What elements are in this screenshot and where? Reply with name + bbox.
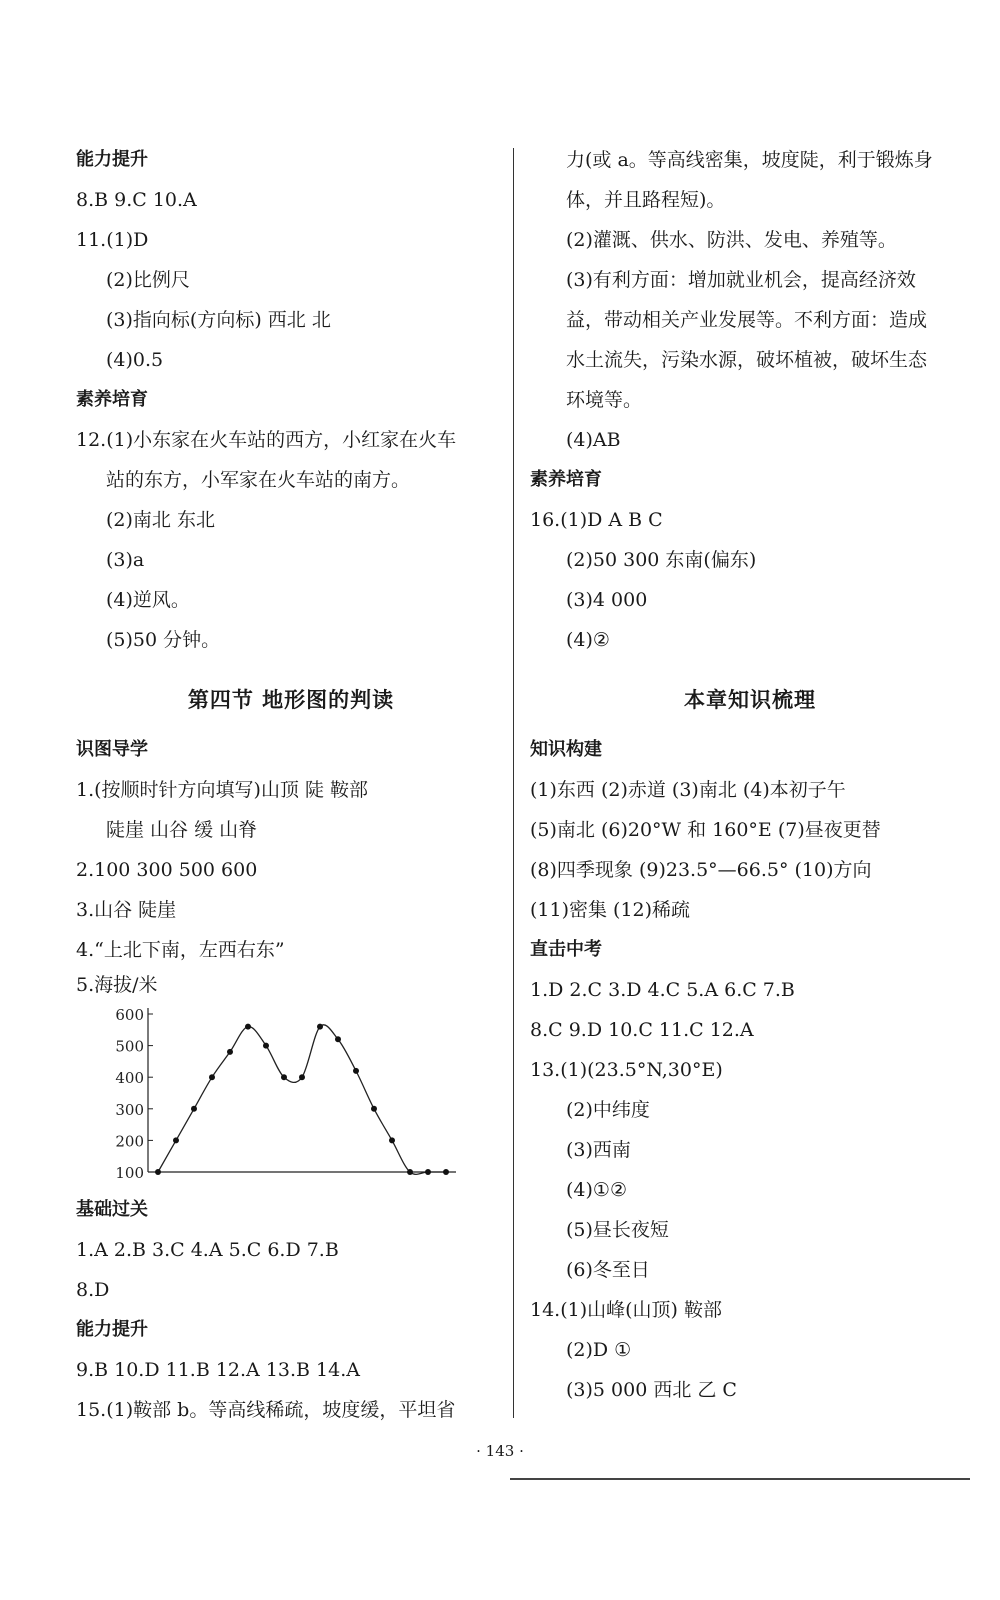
heading-knowledge: 知识构建 (530, 739, 602, 760)
q14-3: (3)5 000 西北 乙 C (566, 1379, 737, 1401)
heading-literacy-2: 素养培育 (530, 469, 602, 490)
data-point (263, 1043, 269, 1049)
elevation-profile-svg (76, 1000, 476, 1190)
section-title-4: 第四节 地形图的判读 (187, 688, 395, 712)
heading-ability-2: 能力提升 (76, 1319, 148, 1340)
elevation-line (158, 1025, 446, 1175)
y-tick-label: 400 (115, 1069, 144, 1088)
heading-literacy: 素养培育 (76, 389, 148, 410)
heading-exam: 直击中考 (530, 939, 602, 960)
q12-2: (2)南北 东北 (106, 509, 215, 531)
data-point (299, 1074, 305, 1080)
q16-1: 16.(1)D A B C (530, 509, 663, 531)
heading-ability: 能力提升 (76, 149, 148, 170)
q12-1-cont: 站的东方，小军家在火车站的南方。 (106, 469, 411, 491)
q1-line1: 1.(按顺时针方向填写)山顶 陡 鞍部 (76, 779, 369, 801)
q16-2: (2)50 300 东南(偏东) (566, 549, 757, 571)
data-point (317, 1024, 323, 1030)
q13-1: 13.(1)(23.5°N,30°E) (530, 1059, 723, 1081)
q12-3: (3)a (106, 549, 145, 571)
right-column (530, 140, 970, 1410)
y-tick-label: 500 (115, 1037, 144, 1056)
q13-2: (2)中纬度 (566, 1099, 650, 1121)
elevation-chart (76, 1000, 506, 1190)
q15-3-3: 水土流失，污染水源，破坏植被，破坏生态 (566, 349, 928, 371)
basic-answers-1: 1.A 2.B 3.C 4.A 5.C 6.D 7.B (76, 1239, 339, 1261)
q5-label: 5.海拔/米 (76, 974, 158, 996)
data-point (389, 1137, 395, 1143)
q1-line2: 陡崖 山谷 缓 山脊 (106, 819, 258, 841)
exam-answers-2: 8.C 9.D 10.C 11.C 12.A (530, 1019, 754, 1041)
heading-basic: 基础过关 (76, 1199, 148, 1220)
q13-4: (4)①② (566, 1179, 627, 1201)
q15-1: 15.(1)鞍部 b。等高线稀疏，坡度缓，平坦省 (76, 1399, 456, 1421)
column-divider (513, 148, 514, 1418)
q12-1: 12.(1)小东家在火车站的西方，小红家在火车 (76, 429, 457, 451)
q13-6: (6)冬至日 (566, 1259, 650, 1281)
q12-4: (4)逆风。 (106, 589, 190, 611)
ability-answers: 9.B 10.D 11.B 12.A 13.B 14.A (76, 1359, 360, 1381)
data-point (335, 1036, 341, 1042)
y-tick-label: 100 (115, 1164, 144, 1182)
q15-4: (4)AB (566, 429, 621, 451)
q13-3: (3)西南 (566, 1139, 631, 1161)
q16-3: (3)4 000 (566, 589, 648, 611)
data-point (425, 1169, 431, 1175)
data-point (353, 1068, 359, 1074)
heading-map-guide: 识图导学 (76, 739, 148, 760)
data-point (209, 1074, 215, 1080)
y-tick-label: 200 (115, 1132, 144, 1151)
exam-answers-1: 1.D 2.C 3.D 4.C 5.A 6.C 7.B (530, 979, 795, 1001)
section-title-summary: 本章知识梳理 (684, 688, 816, 712)
q15-3-2: 益，带动相关产业发展等。不利方面：造成 (566, 309, 928, 331)
data-point (245, 1024, 251, 1030)
kb-2: (5)南北 (6)20°W 和 160°E (7)昼夜更替 (530, 819, 881, 841)
answers-8-10: 8.B 9.C 10.A (76, 189, 197, 211)
q11-1: 11.(1)D (76, 229, 149, 251)
q2: 2.100 300 500 600 (76, 859, 258, 881)
left-column (76, 140, 506, 1430)
kb-1: (1)东西 (2)赤道 (3)南北 (4)本初子午 (530, 779, 846, 801)
q16-4: (4)② (566, 629, 610, 651)
data-point (227, 1049, 233, 1055)
q14-2: (2)D ① (566, 1339, 632, 1361)
y-tick-label: 600 (115, 1006, 144, 1024)
data-point (371, 1106, 377, 1112)
data-point (407, 1169, 413, 1175)
y-tick-label: 300 (115, 1100, 144, 1119)
kb-4: (11)密集 (12)稀疏 (530, 899, 691, 921)
kb-3: (8)四季现象 (9)23.5°—66.5° (10)方向 (530, 859, 872, 881)
page-number: · 143 · (476, 1442, 524, 1460)
q12-5: (5)50 分钟。 (106, 629, 221, 651)
data-point (443, 1169, 449, 1175)
q11-2: (2)比例尺 (106, 269, 190, 291)
q15-3-1: (3)有利方面：增加就业机会，提高经济效 (566, 269, 916, 291)
data-point (155, 1169, 161, 1175)
q13-5: (5)昼长夜短 (566, 1219, 669, 1241)
q15-cont-1: 力(或 a。等高线密集，坡度陡，利于锻炼身 (566, 149, 933, 171)
data-point (191, 1106, 197, 1112)
data-point (281, 1074, 287, 1080)
q15-cont-2: 体，并且路程短)。 (566, 189, 726, 211)
q3: 3.山谷 陡崖 (76, 899, 177, 921)
q4: 4.“上北下南，左西右东” (76, 939, 285, 961)
q11-3: (3)指向标(方向标) 西北 北 (106, 309, 331, 331)
q14-1: 14.(1)山峰(山顶) 鞍部 (530, 1299, 722, 1321)
footer-rule (510, 1478, 970, 1480)
q15-3-4: 环境等。 (566, 389, 643, 411)
q11-4: (4)0.5 (106, 349, 164, 371)
basic-answers-2: 8.D (76, 1279, 110, 1301)
data-point (173, 1137, 179, 1143)
q15-2: (2)灌溉、供水、防洪、发电、养殖等。 (566, 229, 897, 251)
